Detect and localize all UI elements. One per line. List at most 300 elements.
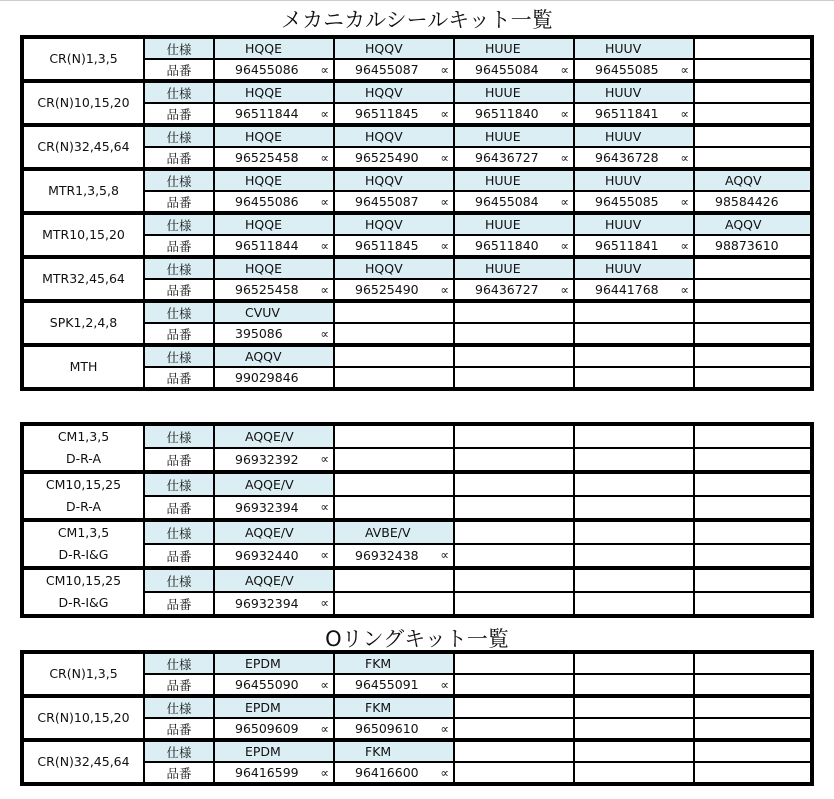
proportional-mark-icon: ∝: [440, 678, 449, 692]
spec-row: [22, 568, 812, 592]
part-number-cell: [694, 59, 812, 81]
part-number: 96525458: [235, 150, 299, 165]
part-number-cell: [454, 762, 574, 784]
spec-cell: [454, 696, 574, 718]
part-number-cell: [334, 762, 454, 784]
part-number: 96455091: [355, 677, 419, 692]
spec-cell: [334, 472, 454, 496]
part-number-cell: [574, 674, 694, 696]
spec-cell: HQQE: [214, 125, 334, 147]
part-number-cell: [214, 496, 334, 520]
part-number: 96441768: [595, 282, 659, 297]
proportional-mark-icon: ∝: [440, 722, 449, 736]
part-number: 96932392: [235, 452, 299, 467]
spec-row: [22, 257, 812, 279]
model-group: [22, 568, 812, 616]
model-name: [22, 740, 144, 784]
spec-cell: HQQV: [334, 81, 454, 103]
proportional-mark-icon: ∝: [680, 107, 689, 121]
spec-cell: [574, 472, 694, 496]
proportional-mark-icon: ∝: [320, 327, 329, 341]
model-name: [22, 301, 144, 345]
part-number: 96455090: [235, 677, 299, 692]
part-label: 品番: [144, 59, 214, 81]
spec-cell: [334, 424, 454, 448]
part-number-cell: [574, 718, 694, 740]
spec-row: [22, 345, 812, 367]
model-name: [22, 345, 144, 389]
model-group: [22, 37, 812, 81]
spec-cell: HUUV: [574, 257, 694, 279]
part-number-cell: [454, 59, 574, 81]
model-group: [22, 740, 812, 784]
spec-cell: [694, 37, 812, 59]
spec-cell: HQQE: [214, 213, 334, 235]
proportional-mark-icon: ∝: [440, 239, 449, 253]
spec-cell: AVBE/V: [334, 520, 454, 544]
part-number: 96455084: [475, 62, 539, 77]
model-name: [22, 257, 144, 301]
spec-cell: HQQE: [214, 37, 334, 59]
part-number-cell: [694, 367, 812, 389]
part-number-cell: [454, 235, 574, 257]
spec-label: 仕様: [144, 520, 214, 544]
part-number-cell: [334, 718, 454, 740]
part-number: 96932394: [235, 500, 299, 515]
model-name-line: CM10,15,25: [45, 573, 122, 588]
proportional-mark-icon: ∝: [560, 107, 569, 121]
model-name-line: SPK1,2,4,8: [49, 315, 118, 330]
spec-cell: HUUV: [574, 37, 694, 59]
part-label: 品番: [144, 544, 214, 568]
model-name-line: CR(N)1,3,5: [49, 666, 118, 681]
proportional-mark-icon: ∝: [320, 500, 329, 514]
model-group: [22, 696, 812, 740]
model-group: [22, 301, 812, 345]
part-label: 品番: [144, 235, 214, 257]
spec-cell: [454, 568, 574, 592]
spec-row: [22, 81, 812, 103]
part-number-cell: [454, 592, 574, 616]
part-number: 96416599: [235, 765, 299, 780]
model-name: [22, 652, 144, 696]
model-name: [22, 37, 144, 81]
part-label: 品番: [144, 592, 214, 616]
part-number: 96455085: [595, 194, 659, 209]
part-number-cell: [214, 367, 334, 389]
proportional-mark-icon: ∝: [560, 239, 569, 253]
proportional-mark-icon: ∝: [320, 239, 329, 253]
part-number-cell: [574, 147, 694, 169]
model-group: [22, 424, 812, 472]
spec-row: [22, 213, 812, 235]
part-number: 96511844: [235, 238, 299, 253]
spec-cell: HQQV: [334, 213, 454, 235]
part-number-cell: [334, 674, 454, 696]
spec-cell: AQQV: [214, 345, 334, 367]
spec-row: [22, 472, 812, 496]
part-number-cell: [334, 279, 454, 301]
part-label: 品番: [144, 147, 214, 169]
spec-cell: HUUV: [574, 81, 694, 103]
part-number-cell: [574, 592, 694, 616]
proportional-mark-icon: ∝: [440, 107, 449, 121]
proportional-mark-icon: ∝: [560, 195, 569, 209]
spec-cell: HUUV: [574, 213, 694, 235]
proportional-mark-icon: ∝: [680, 239, 689, 253]
spec-row: [22, 740, 812, 762]
model-name-line: CR(N)1,3,5: [49, 51, 118, 66]
spec-cell: [454, 740, 574, 762]
model-name-line: D-R-I&G: [58, 547, 109, 562]
spec-label: 仕様: [144, 257, 214, 279]
spec-label: 仕様: [144, 125, 214, 147]
oring-kit-table: [20, 650, 814, 786]
part-label: 品番: [144, 279, 214, 301]
spec-cell: [574, 652, 694, 674]
part-label: 品番: [144, 674, 214, 696]
proportional-mark-icon: ∝: [320, 452, 329, 466]
spec-cell: [334, 345, 454, 367]
spec-cell: HUUV: [574, 125, 694, 147]
spec-cell: HQQE: [214, 257, 334, 279]
cm-seal-kit-table: [20, 422, 814, 618]
part-number: 99029846: [235, 370, 299, 385]
part-label: 品番: [144, 718, 214, 740]
spec-label: 仕様: [144, 424, 214, 448]
part-number-cell: [694, 147, 812, 169]
part-number: 96525490: [355, 150, 419, 165]
part-number: 96932438: [355, 548, 419, 563]
spec-cell: [574, 520, 694, 544]
part-number: 96511844: [235, 106, 299, 121]
part-number-cell: [574, 191, 694, 213]
part-number-cell: [214, 448, 334, 472]
part-number: 96511840: [475, 106, 539, 121]
part-number-cell: [454, 323, 574, 345]
spec-cell: FKM: [334, 652, 454, 674]
spec-cell: [574, 696, 694, 718]
part-number-cell: [694, 496, 812, 520]
part-number: 96525490: [355, 282, 419, 297]
model-name: [22, 520, 144, 568]
spec-label: 仕様: [144, 568, 214, 592]
part-number-cell: [214, 762, 334, 784]
model-name-line: D-R-A: [65, 451, 102, 466]
part-label: 品番: [144, 448, 214, 472]
part-number-cell: [454, 367, 574, 389]
spec-cell: [694, 740, 812, 762]
spec-cell: [454, 652, 574, 674]
spec-label: 仕様: [144, 696, 214, 718]
spec-cell: AQQV: [694, 169, 812, 191]
model-name-line: CM10,15,25: [45, 477, 122, 492]
part-number: 96511841: [595, 238, 659, 253]
part-number-cell: [574, 323, 694, 345]
part-number-cell: [694, 103, 812, 125]
spec-cell: [694, 125, 812, 147]
spec-cell: AQQE/V: [214, 568, 334, 592]
proportional-mark-icon: ∝: [680, 283, 689, 297]
spec-cell: FKM: [334, 740, 454, 762]
part-number: 96509609: [235, 721, 299, 736]
part-number-cell: [214, 323, 334, 345]
part-number-cell: [454, 448, 574, 472]
proportional-mark-icon: ∝: [680, 151, 689, 165]
spec-label: 仕様: [144, 37, 214, 59]
spec-cell: [574, 301, 694, 323]
part-number-cell: [214, 235, 334, 257]
spec-cell: [574, 345, 694, 367]
spec-cell: HQQE: [214, 81, 334, 103]
model-name-line: CR(N)32,45,64: [37, 754, 130, 769]
proportional-mark-icon: ∝: [320, 195, 329, 209]
proportional-mark-icon: ∝: [320, 766, 329, 780]
part-label: 品番: [144, 762, 214, 784]
proportional-mark-icon: ∝: [680, 63, 689, 77]
part-number-cell: [334, 592, 454, 616]
spec-cell: [694, 301, 812, 323]
seal-kit-title: メカニカルシールキット一覧: [281, 8, 553, 32]
part-number-cell: [334, 323, 454, 345]
part-number-cell: [574, 103, 694, 125]
model-name-line: CR(N)10,15,20: [37, 710, 130, 725]
part-number-cell: [694, 323, 812, 345]
spec-label: 仕様: [144, 652, 214, 674]
spec-label: 仕様: [144, 740, 214, 762]
model-name-line: MTR32,45,64: [42, 271, 125, 286]
part-number-cell: [574, 762, 694, 784]
spec-row: [22, 125, 812, 147]
part-number-cell: [214, 279, 334, 301]
part-number-cell: [454, 191, 574, 213]
part-label: 品番: [144, 103, 214, 125]
part-number-cell: [694, 448, 812, 472]
proportional-mark-icon: ∝: [440, 548, 449, 562]
proportional-mark-icon: ∝: [320, 722, 329, 736]
model-name: [22, 472, 144, 520]
part-number: 96511845: [355, 238, 419, 253]
spec-label: 仕様: [144, 301, 214, 323]
spec-row: [22, 696, 812, 718]
proportional-mark-icon: ∝: [440, 195, 449, 209]
spec-row: [22, 520, 812, 544]
part-number: 96455086: [235, 194, 299, 209]
part-number: 96455086: [235, 62, 299, 77]
proportional-mark-icon: ∝: [440, 63, 449, 77]
model-name-line: D-R-A: [65, 499, 102, 514]
spec-cell: [574, 424, 694, 448]
part-number-cell: [334, 59, 454, 81]
model-group: [22, 520, 812, 568]
part-number-cell: [694, 592, 812, 616]
spec-cell: HQQV: [334, 37, 454, 59]
spec-cell: HUUE: [454, 125, 574, 147]
part-number: 395086: [235, 326, 283, 341]
model-group: [22, 257, 812, 301]
part-number-cell: [334, 235, 454, 257]
spec-cell: EPDM: [214, 740, 334, 762]
model-name: [22, 81, 144, 125]
spec-row: [22, 424, 812, 448]
part-number: 96455084: [475, 194, 539, 209]
model-name: [22, 424, 144, 472]
part-number: 96436728: [595, 150, 659, 165]
part-number-cell: [214, 674, 334, 696]
model-name: [22, 125, 144, 169]
top-divider: [0, 0, 834, 1]
part-number: 96511840: [475, 238, 539, 253]
part-number-cell: [454, 674, 574, 696]
spec-row: [22, 37, 812, 59]
spec-cell: [694, 568, 812, 592]
part-number-cell: [574, 448, 694, 472]
part-number-cell: [694, 279, 812, 301]
model-name-line: MTR10,15,20: [42, 227, 125, 242]
part-number: 96511841: [595, 106, 659, 121]
proportional-mark-icon: ∝: [320, 283, 329, 297]
part-number: 96509610: [355, 721, 419, 736]
spec-cell: AQQE/V: [214, 472, 334, 496]
part-number-cell: [214, 59, 334, 81]
seal-kit-table: [20, 35, 814, 391]
spec-cell: AQQE/V: [214, 424, 334, 448]
spec-cell: AQQV: [694, 213, 812, 235]
part-label: 品番: [144, 496, 214, 520]
proportional-mark-icon: ∝: [560, 63, 569, 77]
part-number-cell: [574, 59, 694, 81]
spec-cell: [694, 696, 812, 718]
spec-row: [22, 169, 812, 191]
model-group: [22, 345, 812, 389]
part-label: 品番: [144, 191, 214, 213]
spec-cell: HQQV: [334, 169, 454, 191]
proportional-mark-icon: ∝: [440, 283, 449, 297]
part-number-cell: [574, 544, 694, 568]
proportional-mark-icon: ∝: [560, 151, 569, 165]
part-number: 96511845: [355, 106, 419, 121]
part-number: 96436727: [475, 150, 539, 165]
part-number-cell: [214, 103, 334, 125]
proportional-mark-icon: ∝: [560, 283, 569, 297]
part-number: 96525458: [235, 282, 299, 297]
part-number-cell: [694, 674, 812, 696]
part-number-cell: [214, 147, 334, 169]
model-name-line: CR(N)10,15,20: [37, 95, 130, 110]
model-name: [22, 696, 144, 740]
spec-cell: [694, 652, 812, 674]
spec-cell: [694, 520, 812, 544]
model-group: [22, 169, 812, 213]
proportional-mark-icon: ∝: [320, 548, 329, 562]
spec-cell: EPDM: [214, 652, 334, 674]
model-group: [22, 213, 812, 257]
spec-cell: AQQE/V: [214, 520, 334, 544]
spec-cell: [454, 472, 574, 496]
part-number-cell: [454, 103, 574, 125]
spec-cell: HUUE: [454, 257, 574, 279]
proportional-mark-icon: ∝: [320, 678, 329, 692]
model-name: [22, 169, 144, 213]
spec-cell: [574, 740, 694, 762]
model-name-line: CR(N)32,45,64: [37, 139, 130, 154]
spec-cell: HUUE: [454, 169, 574, 191]
part-number-cell: [334, 448, 454, 472]
spec-cell: FKM: [334, 696, 454, 718]
spec-label: 仕様: [144, 81, 214, 103]
part-number-cell: [694, 718, 812, 740]
part-number-cell: [574, 367, 694, 389]
spec-cell: [694, 424, 812, 448]
part-label: 品番: [144, 323, 214, 345]
model-group: [22, 125, 812, 169]
proportional-mark-icon: ∝: [320, 107, 329, 121]
part-number: 96416600: [355, 765, 419, 780]
part-number-cell: [454, 147, 574, 169]
part-number: 96455087: [355, 194, 419, 209]
part-number-cell: [334, 496, 454, 520]
spec-cell: [694, 345, 812, 367]
part-number-cell: [334, 103, 454, 125]
part-number-cell: [334, 191, 454, 213]
spec-cell: [454, 301, 574, 323]
spec-cell: HUUE: [454, 213, 574, 235]
model-group: [22, 472, 812, 520]
spec-cell: HQQE: [214, 169, 334, 191]
spec-cell: [694, 81, 812, 103]
model-name: [22, 568, 144, 616]
part-number: 98584426: [715, 194, 779, 209]
part-number-cell: [334, 147, 454, 169]
spec-label: 仕様: [144, 472, 214, 496]
oring-kit-title: Oリングキット一覧: [325, 627, 509, 651]
model-group: [22, 81, 812, 125]
part-number: 96455085: [595, 62, 659, 77]
spec-cell: CVUV: [214, 301, 334, 323]
part-number: 98873610: [715, 238, 779, 253]
spec-cell: [454, 424, 574, 448]
spec-cell: [694, 472, 812, 496]
proportional-mark-icon: ∝: [320, 151, 329, 165]
spec-row: [22, 652, 812, 674]
model-name-line: CM1,3,5: [57, 525, 110, 540]
part-number-cell: [694, 191, 812, 213]
spec-cell: HQQV: [334, 257, 454, 279]
part-number-cell: [214, 544, 334, 568]
model-name: [22, 213, 144, 257]
spec-label: 仕様: [144, 345, 214, 367]
model-group: [22, 652, 812, 696]
spec-cell: EPDM: [214, 696, 334, 718]
model-name-line: D-R-I&G: [58, 595, 109, 610]
part-number: 96932394: [235, 596, 299, 611]
proportional-mark-icon: ∝: [320, 596, 329, 610]
model-name-line: CM1,3,5: [57, 429, 110, 444]
proportional-mark-icon: ∝: [680, 195, 689, 209]
spec-row: [22, 301, 812, 323]
spec-cell: [694, 257, 812, 279]
part-number-cell: [454, 496, 574, 520]
part-number: 96932440: [235, 548, 299, 563]
spec-cell: [334, 301, 454, 323]
spec-cell: [454, 345, 574, 367]
model-name-line: MTH: [69, 359, 98, 374]
spec-cell: [334, 568, 454, 592]
part-number-cell: [454, 718, 574, 740]
part-number-cell: [214, 718, 334, 740]
spec-label: 仕様: [144, 213, 214, 235]
part-number-cell: [574, 235, 694, 257]
